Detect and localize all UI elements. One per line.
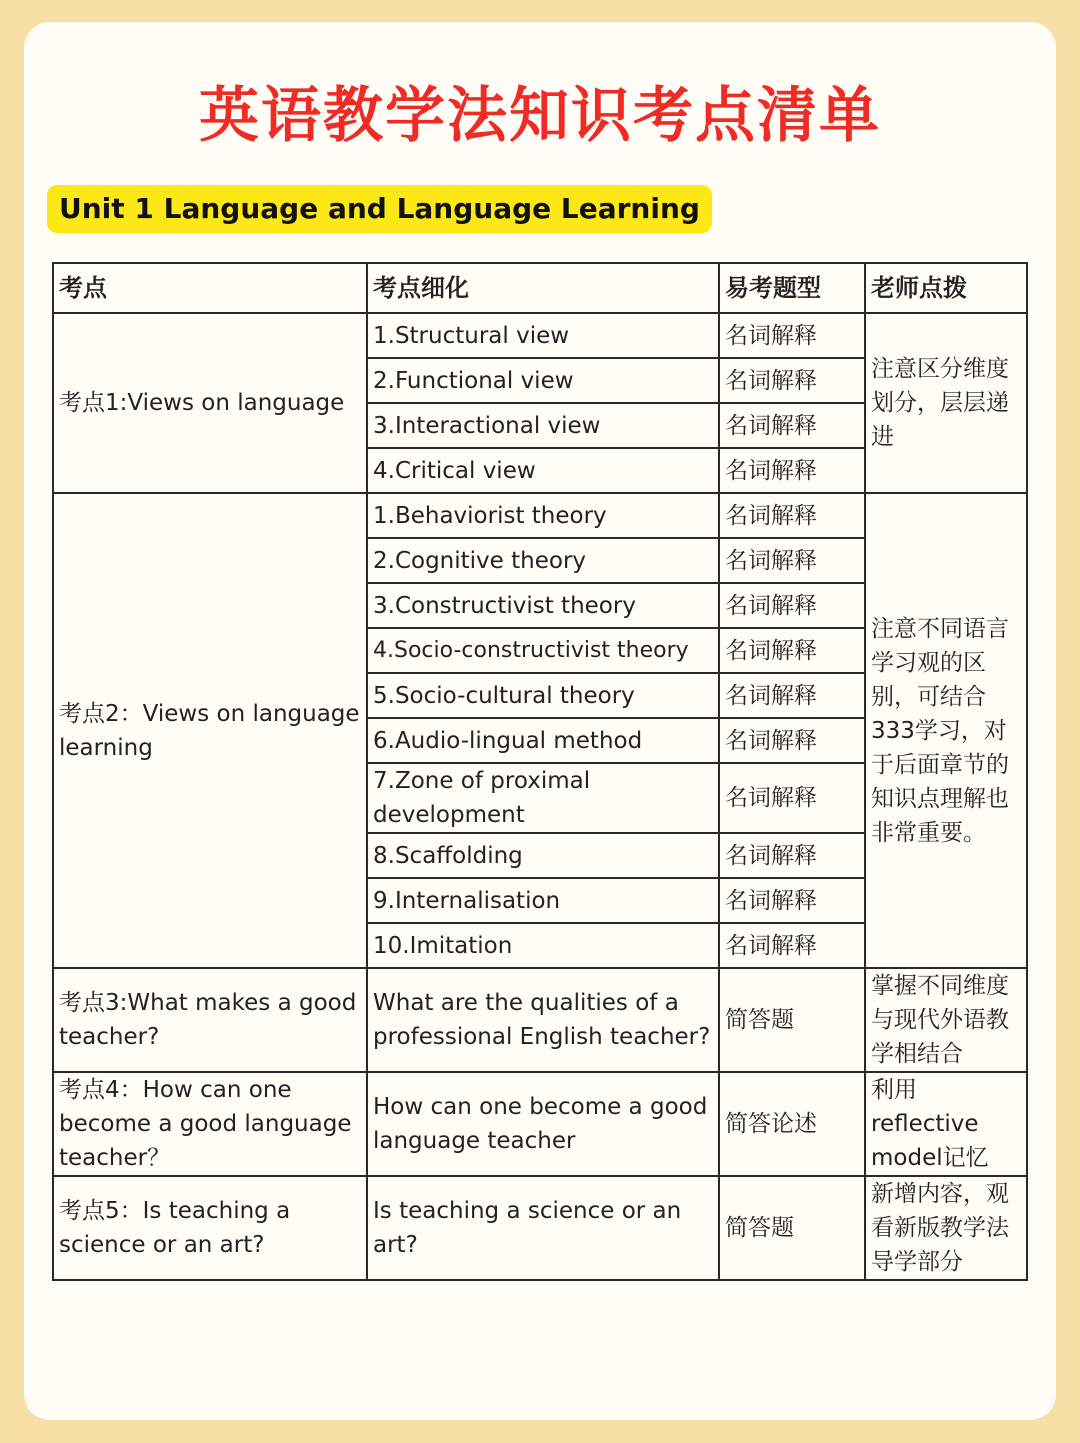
type-cell: 名词解释 <box>719 878 865 923</box>
table-row <box>53 1176 1027 1280</box>
detail-cell: How can one become a good language teacher <box>367 1072 719 1176</box>
type-cell: 名词解释 <box>719 403 865 448</box>
type-cell: 名词解释 <box>719 448 865 493</box>
type-cell: 名词解释 <box>719 313 865 358</box>
unit-badge: Unit 1 Language and Language Learning <box>47 185 712 233</box>
type-cell: 名词解释 <box>719 718 865 763</box>
type-cell: 名词解释 <box>719 628 865 673</box>
header-tip: 老师点拨 <box>865 263 1027 313</box>
detail-cell: What are the qualities of a professional English teacher? <box>367 968 719 1072</box>
type-cell: 名词解释 <box>719 538 865 583</box>
table-row <box>53 968 1027 1072</box>
type-cell: 简答题 <box>719 1176 865 1280</box>
type-cell: 名词解释 <box>719 583 865 628</box>
detail-cell: Is teaching a science or an art? <box>367 1176 719 1280</box>
table-row <box>53 1072 1027 1176</box>
detail-cell: 1.Structural view <box>367 313 719 358</box>
point-cell: 考点1:Views on language <box>53 313 367 493</box>
detail-cell: 8.Scaffolding <box>367 833 719 878</box>
type-cell: 名词解释 <box>719 763 865 833</box>
tip-cell: 掌握不同维度与现代外语教学相结合 <box>865 968 1027 1072</box>
type-cell: 名词解释 <box>719 833 865 878</box>
detail-cell: 9.Internalisation <box>367 878 719 923</box>
table-row <box>53 313 1027 358</box>
detail-cell: 3.Interactional view <box>367 403 719 448</box>
detail-cell: 4.Socio-constructivist theory <box>367 628 719 673</box>
type-cell: 简答题 <box>719 968 865 1072</box>
point-cell: 考点5：Is teaching a science or an art? <box>53 1176 367 1280</box>
point-cell: 考点3:What makes a good teacher? <box>53 968 367 1072</box>
detail-cell: 6.Audio-lingual method <box>367 718 719 763</box>
knowledge-table <box>52 262 1028 1281</box>
tip-cell: 利用reflective model记忆 <box>865 1072 1027 1176</box>
type-cell: 简答论述 <box>719 1072 865 1176</box>
detail-cell: 2.Functional view <box>367 358 719 403</box>
tip-cell: 注意不同语言学习观的区别，可结合333学习，对于后面章节的知识点理解也非常重要。 <box>865 493 1027 968</box>
detail-cell: 3.Constructivist theory <box>367 583 719 628</box>
detail-cell: 10.Imitation <box>367 923 719 968</box>
detail-cell: 7.Zone of proximal development <box>367 763 719 833</box>
page-title: 英语教学法知识考点清单 <box>199 81 881 151</box>
header-detail: 考点细化 <box>367 263 719 313</box>
detail-cell: 2.Cognitive theory <box>367 538 719 583</box>
tip-cell: 新增内容，观看新版教学法导学部分 <box>865 1176 1027 1280</box>
header-point: 考点 <box>53 263 367 313</box>
type-cell: 名词解释 <box>719 493 865 538</box>
tip-cell: 注意区分维度划分，层层递进 <box>865 313 1027 493</box>
detail-cell: 5.Socio-cultural theory <box>367 673 719 718</box>
type-cell: 名词解释 <box>719 923 865 968</box>
table-row <box>53 493 1027 538</box>
detail-cell: 4.Critical view <box>367 448 719 493</box>
type-cell: 名词解释 <box>719 673 865 718</box>
header-type: 易考题型 <box>719 263 865 313</box>
detail-cell: 1.Behaviorist theory <box>367 493 719 538</box>
type-cell: 名词解释 <box>719 358 865 403</box>
table-header-row <box>53 263 1027 313</box>
point-cell: 考点2：Views on language learning <box>53 493 367 968</box>
point-cell: 考点4：How can one become a good language teacher？ <box>53 1072 367 1176</box>
